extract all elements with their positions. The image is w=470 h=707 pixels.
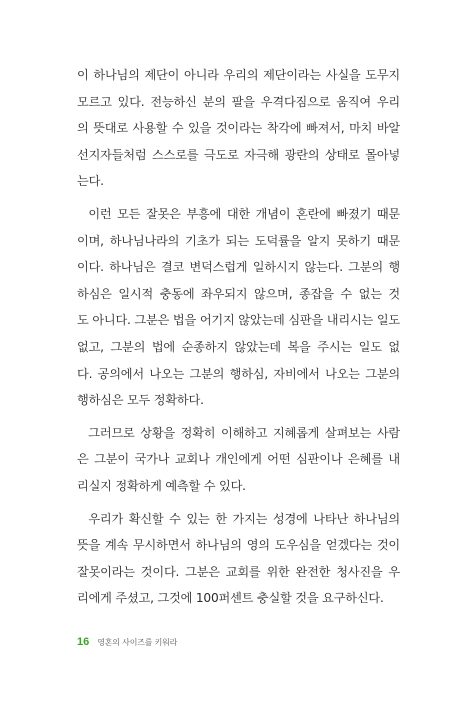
text-line: 잘못이라는 것이다. 그분은 교회를 위한 완전한 청사진을 우 (77, 564, 400, 579)
page-number: 16 (77, 636, 90, 648)
page-footer (77, 636, 177, 648)
text-line: 다. 공의에서 나오는 그분의 행하심, 자비에서 나오는 그분의 (77, 366, 400, 381)
text-line: 도 아니다. 그분은 법을 어기지 않았는데 심판을 내리시는 일도 (77, 313, 400, 328)
body-text (77, 62, 400, 612)
text-line: 행하심은 모두 정확하다. (77, 393, 204, 408)
text-line: 하심은 일시적 충동에 좌우되지 않으며, 종잡을 수 없는 것 (77, 286, 400, 301)
text-line: 이며, 하나님나라의 기초가 되는 도덕률을 알지 못하기 때문 (77, 233, 400, 248)
text-line: 뜻을 계속 무시하면서 하나님의 영의 도우심을 얻겠다는 것이 (77, 538, 400, 553)
text-line: 그러므로 상황을 정확히 이해하고 지혜롭게 살펴보는 사람 (77, 425, 400, 440)
paragraph (77, 201, 400, 414)
text-line: 이런 모든 잘못은 부흥에 대한 개념이 혼란에 빠졌기 때문 (77, 206, 400, 221)
paragraph (77, 420, 400, 500)
text-line: 모르고 있다. 전능하신 분의 팔을 우격다짐으로 움직여 우리 (77, 94, 400, 109)
paragraph (77, 62, 400, 195)
text-line: 선지자들처럼 스스로를 극도로 자극해 광란의 상태로 몰아넣 (77, 147, 400, 162)
running-title: 영혼의 사이즈를 키워라 (97, 638, 178, 647)
text-line: 이 하나님의 제단이 아니라 우리의 제단이라는 사실을 도무지 (77, 68, 400, 82)
text-line: 이다. 하나님은 결코 변덕스럽게 일하시지 않는다. 그분의 행 (77, 260, 400, 275)
text-line: 은 그분이 국가나 교회나 개인에게 어떤 심판이나 은혜를 내 (77, 452, 400, 467)
text-line: 우리가 확신할 수 있는 한 가지는 성경에 나타난 하나님의 (77, 511, 400, 526)
text-line: 리실지 정확하게 예측할 수 있다. (77, 478, 246, 493)
paragraph (77, 506, 400, 612)
text-line: 리에게 주셨고, 그것에 100퍼센트 충실할 것을 요구하신다. (77, 591, 384, 606)
text-line: 는다. (77, 174, 104, 189)
text-line: 의 뜻대로 사용할 수 있을 것이라는 착각에 빠져서, 마치 바알 (77, 121, 400, 136)
text-line: 없고, 그분의 법에 순종하지 않았는데 복을 주시는 일도 없 (77, 339, 400, 354)
